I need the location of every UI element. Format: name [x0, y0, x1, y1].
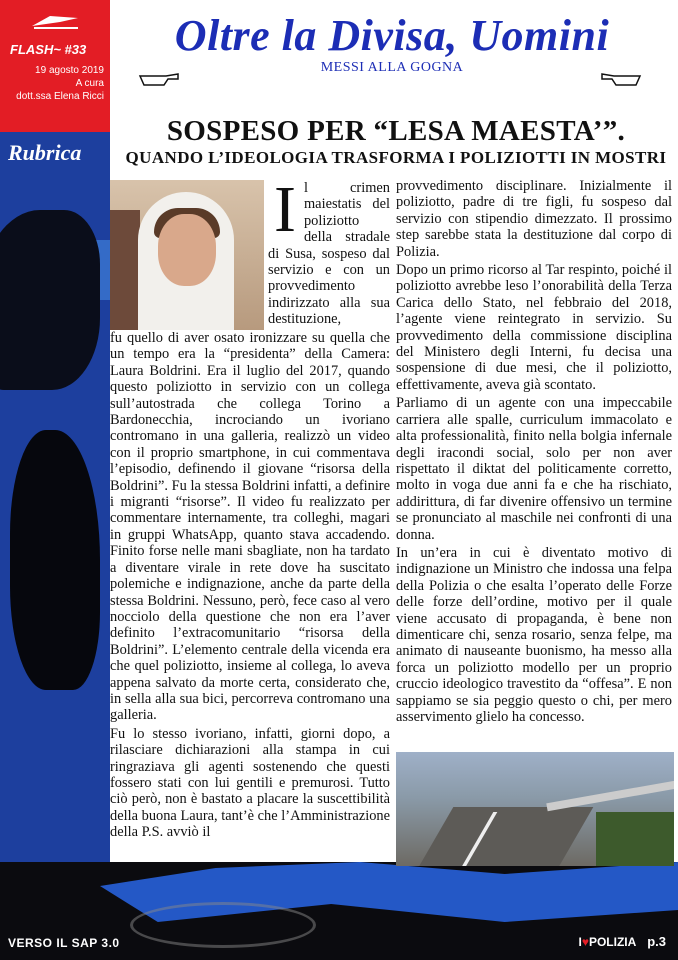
article-intro	[268, 173, 390, 328]
flash-title: FLASH~ #33	[10, 42, 87, 57]
masthead	[112, 8, 672, 76]
headline-main: SOSPESO PER “LESA MAESTA’”.	[166, 115, 626, 147]
portrait-photo	[110, 180, 264, 330]
road-photo	[396, 752, 674, 866]
curator-name: dott.ssa Elena Ricci	[16, 91, 104, 102]
page-number: p.3	[647, 934, 666, 949]
masthead-title: Oltre la Divisa, Uomini	[174, 11, 610, 60]
article-paragraph: Dopo un primo ricorso al Tar respinto, poiché il poliziotto avrebbe leso l’onorabilità della Terza Carica dello Stato, nel febbraio del 2018, l’agente viene reintegrato in servizio. Su provvedimento della commissione disciplina del Ministero degli Interni, fu decisa una sospensione di due mesi, che il poliziotto, effettivamente, aveva già scontato.	[396, 262, 672, 393]
pointing-hand-right-icon	[138, 66, 182, 88]
footer-right	[579, 934, 667, 949]
section-label: Rubrica	[8, 140, 82, 165]
masthead-subtitle: MESSI ALLA GOGNA	[320, 60, 464, 75]
article-column-1	[110, 330, 390, 843]
footer-left-label: VERSO IL SAP 3.0	[8, 936, 120, 950]
flash-credits	[16, 64, 104, 103]
article-paragraph: In un’era in cui è diventato motivo di indignazione un Ministro che indossa una felpa della Polizia o che esalta l’operato delle Forze delle forze dell’ordine, motivo per il quale viene accusato di propaganda, è bene non dimenticare chi, senza rosario, senza felpe, ma animato di nauseante buonismo, ha messo alla forca un poliziotto modello per un proprio cruccio ideologico travestito da “offesa”. E non sappiamo se sia peggio questo o chi, per mero asservimento glielo ha concesso.	[396, 544, 672, 725]
drop-cap: I	[274, 173, 296, 246]
article-paragraph: Fu lo stesso ivoriano, infatti, giorni dopo, a rilasciare dichiarazioni alla stampa in cui ringraziava gli agenti sostenendo che questi fossero stati con lui gentili e premurosi. Tutto ciò però, non è bastato a placare la suscettibilità della buona Laura, tant’è che l’Amministrazione della P.S. avviò il	[110, 725, 390, 841]
brand-prefix: I	[578, 935, 582, 949]
article-paragraph: provvedimento disciplinare. Inizialmente il poliziotto, padre di tre figli, fu sospeso dal servizio con stipendio dimezzato. Il prossimo step sarebbe stata la destituzione dal corpo di Polizia.	[396, 178, 672, 260]
intro-text: l crimen maiestatis del poliziotto della stradale di Susa, sospeso dal servizio e con un provvedimento indirizzato alla sua destituzione,	[268, 180, 390, 328]
headline-sub: QUANDO L’IDEOLOGIA TRASFORMA I POLIZIOTTI IN MOSTRI	[125, 148, 667, 167]
flash-box	[0, 0, 110, 132]
headline	[120, 114, 672, 168]
brand-name: POLIZIA	[588, 935, 636, 949]
article-column-2	[396, 178, 672, 727]
flash-date: 19 agosto 2019	[35, 65, 104, 76]
curator-label: A cura	[75, 78, 104, 89]
article-paragraph: Parliamo di un agente con una impeccabile carriera alle spalle, curriculum immacolato e alta professionalità, finito nella bolgia infernale degli iracondi social, solo per non aver rispettato il diktat del politicamente corretto, molto in voga due anni fa e che ha rischiato, addirittura, di far divenire offensivo un termine se pronunciato al maschile nei confronti di una donna.	[396, 395, 672, 543]
article-paragraph: fu quello di aver osato ironizzare su quella che un tempo era la “presidenta” della Camera: Laura Boldrini. Era il luglio del 2017, quando questo poliziotto in servizio con un collega sull’autostrada che collega Torino a Bardonecchia, incrociando un ivoriano contromano in una galleria, realizzò un video con il proprio smartphone, in cui commentava l’episodio, definendo il giovane “risorsa della Boldrini”. Fu la stessa Boldrini infatti, a definire i migranti “risorse”. Il video fu realizzato per commentare internamente, tra colleghi, magari in gruppi WhatsApp, quanto stava accadendo. Finito forse nelle mani sbagliate, non ha tardato a diventare virale in rete dove ha suscitato polemiche e indignazione, anche da parte della stessa Boldrini. Nessuno, però, fece caso al vero nocciolo della questione che non era l’aver definito l’extracomunitario “risorsa della Boldrini”. L’elemento centrale della vicenda era che quel poliziotto, insieme al collega, lo aveva appena salvato da morte certa, considerato che, in sella alla sua bici, percorreva contromano una galleria.	[110, 330, 390, 724]
heart-icon: ♥	[581, 935, 589, 949]
wing-logo-icon	[30, 14, 80, 30]
pointing-hand-left-icon	[598, 66, 642, 88]
